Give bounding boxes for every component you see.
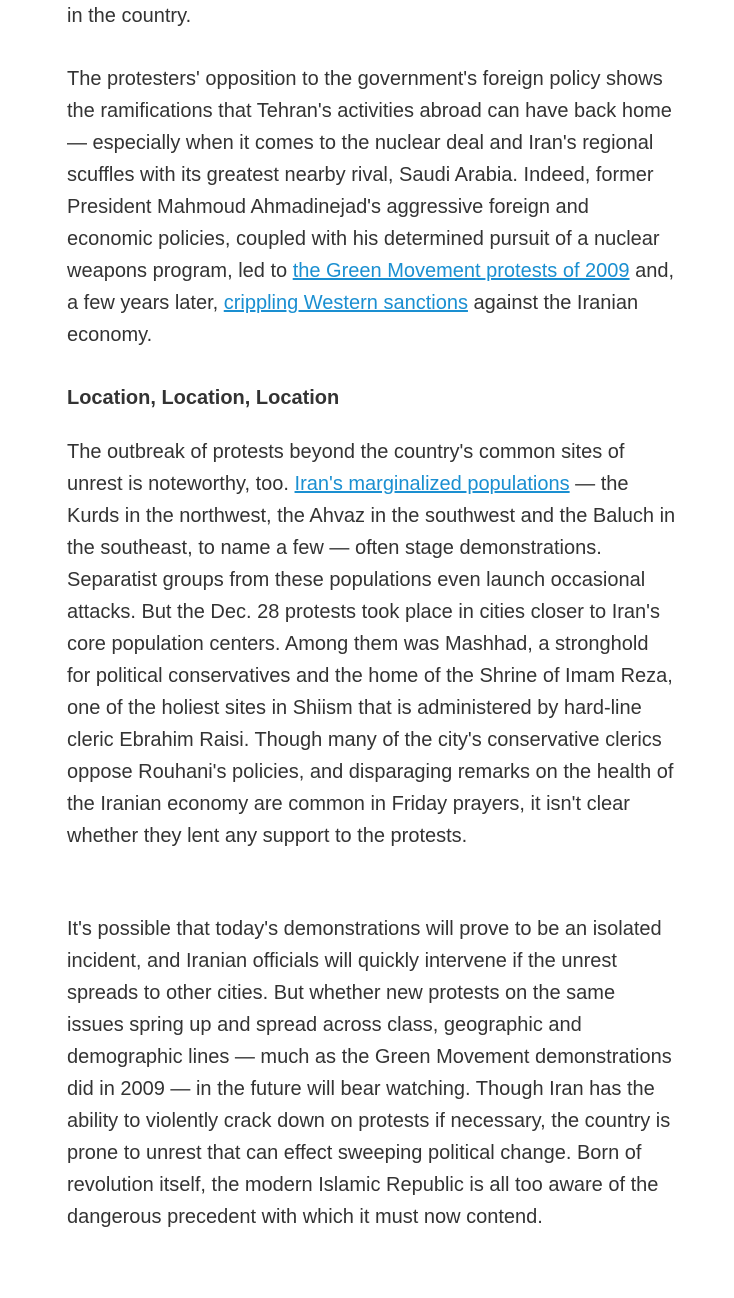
paragraph-text: — the Kurds in the northwest, the Ahvaz in the southwest and the Baluch in the southeast, to name a few — often stage demonstrations. Separatist groups from these populations even launch occasional attacks. But the Dec. 28 protests took place in cities closer to Iran's core population centers. Among them was Mashhad, a stronghold for political conservatives and the home of the Shrine of Imam Reza, one of the holiest sites in Shiism that is administered by hard-line cleric Ebrahim Raisi. Though many of the city's conservative clerics oppose Rouhani's policies, and disparaging remarks on the health of the Iranian economy are common in Friday prayers, it isn't clear whether they lent any support to the protests. bbox=[67, 473, 676, 847]
paragraph-text: The outbreak of protests beyond the country's common sites of unrest is noteworthy, too. bbox=[67, 441, 625, 495]
paragraph-location bbox=[67, 436, 677, 852]
western-sanctions-link[interactable]: crippling Western sanctions bbox=[223, 292, 468, 314]
paragraph-text: The protesters' opposition to the government's foreign policy shows the ramifications that Tehran's activities abroad can have back home — especially when it comes to the nuclear deal and Iran's regional scuffles with its greatest nearby rival, Saudi Arabia. Indeed, former President Mahmoud Ahmadinejad's aggressive foreign and economic policies, coupled with his determined pursuit of a nuclear weapons program, led to bbox=[67, 68, 672, 282]
marginalized-populations-link[interactable]: Iran's marginalized populations bbox=[294, 473, 570, 495]
paragraph-text: against the Iranian economy. bbox=[67, 292, 639, 346]
paragraph-outlook: It's possible that today's demonstrations will prove to be an isolated incident, and Iranian officials will quickly intervene if the unrest spreads to other cities. But whether new protests on the same issues spring up and spread across class, geographic and demographic lines — much as the Green Movement demonstrations did in 2009 — in the future will bear watching. Though Iran has the ability to violently crack down on protests if necessary, the country is prone to unrest that can effect sweeping political change. Born of revolution itself, the modern Islamic Republic is all too aware of the dangerous precedent with which it must now contend. bbox=[67, 918, 672, 1228]
green-movement-link[interactable]: the Green Movement protests of 2009 bbox=[292, 260, 630, 282]
intro-fragment: in the country. bbox=[67, 5, 192, 27]
paragraph-text: and, a few years later, bbox=[67, 260, 675, 314]
paragraph-foreign-policy bbox=[67, 63, 677, 351]
section-heading: Location, Location, Location bbox=[67, 387, 340, 409]
